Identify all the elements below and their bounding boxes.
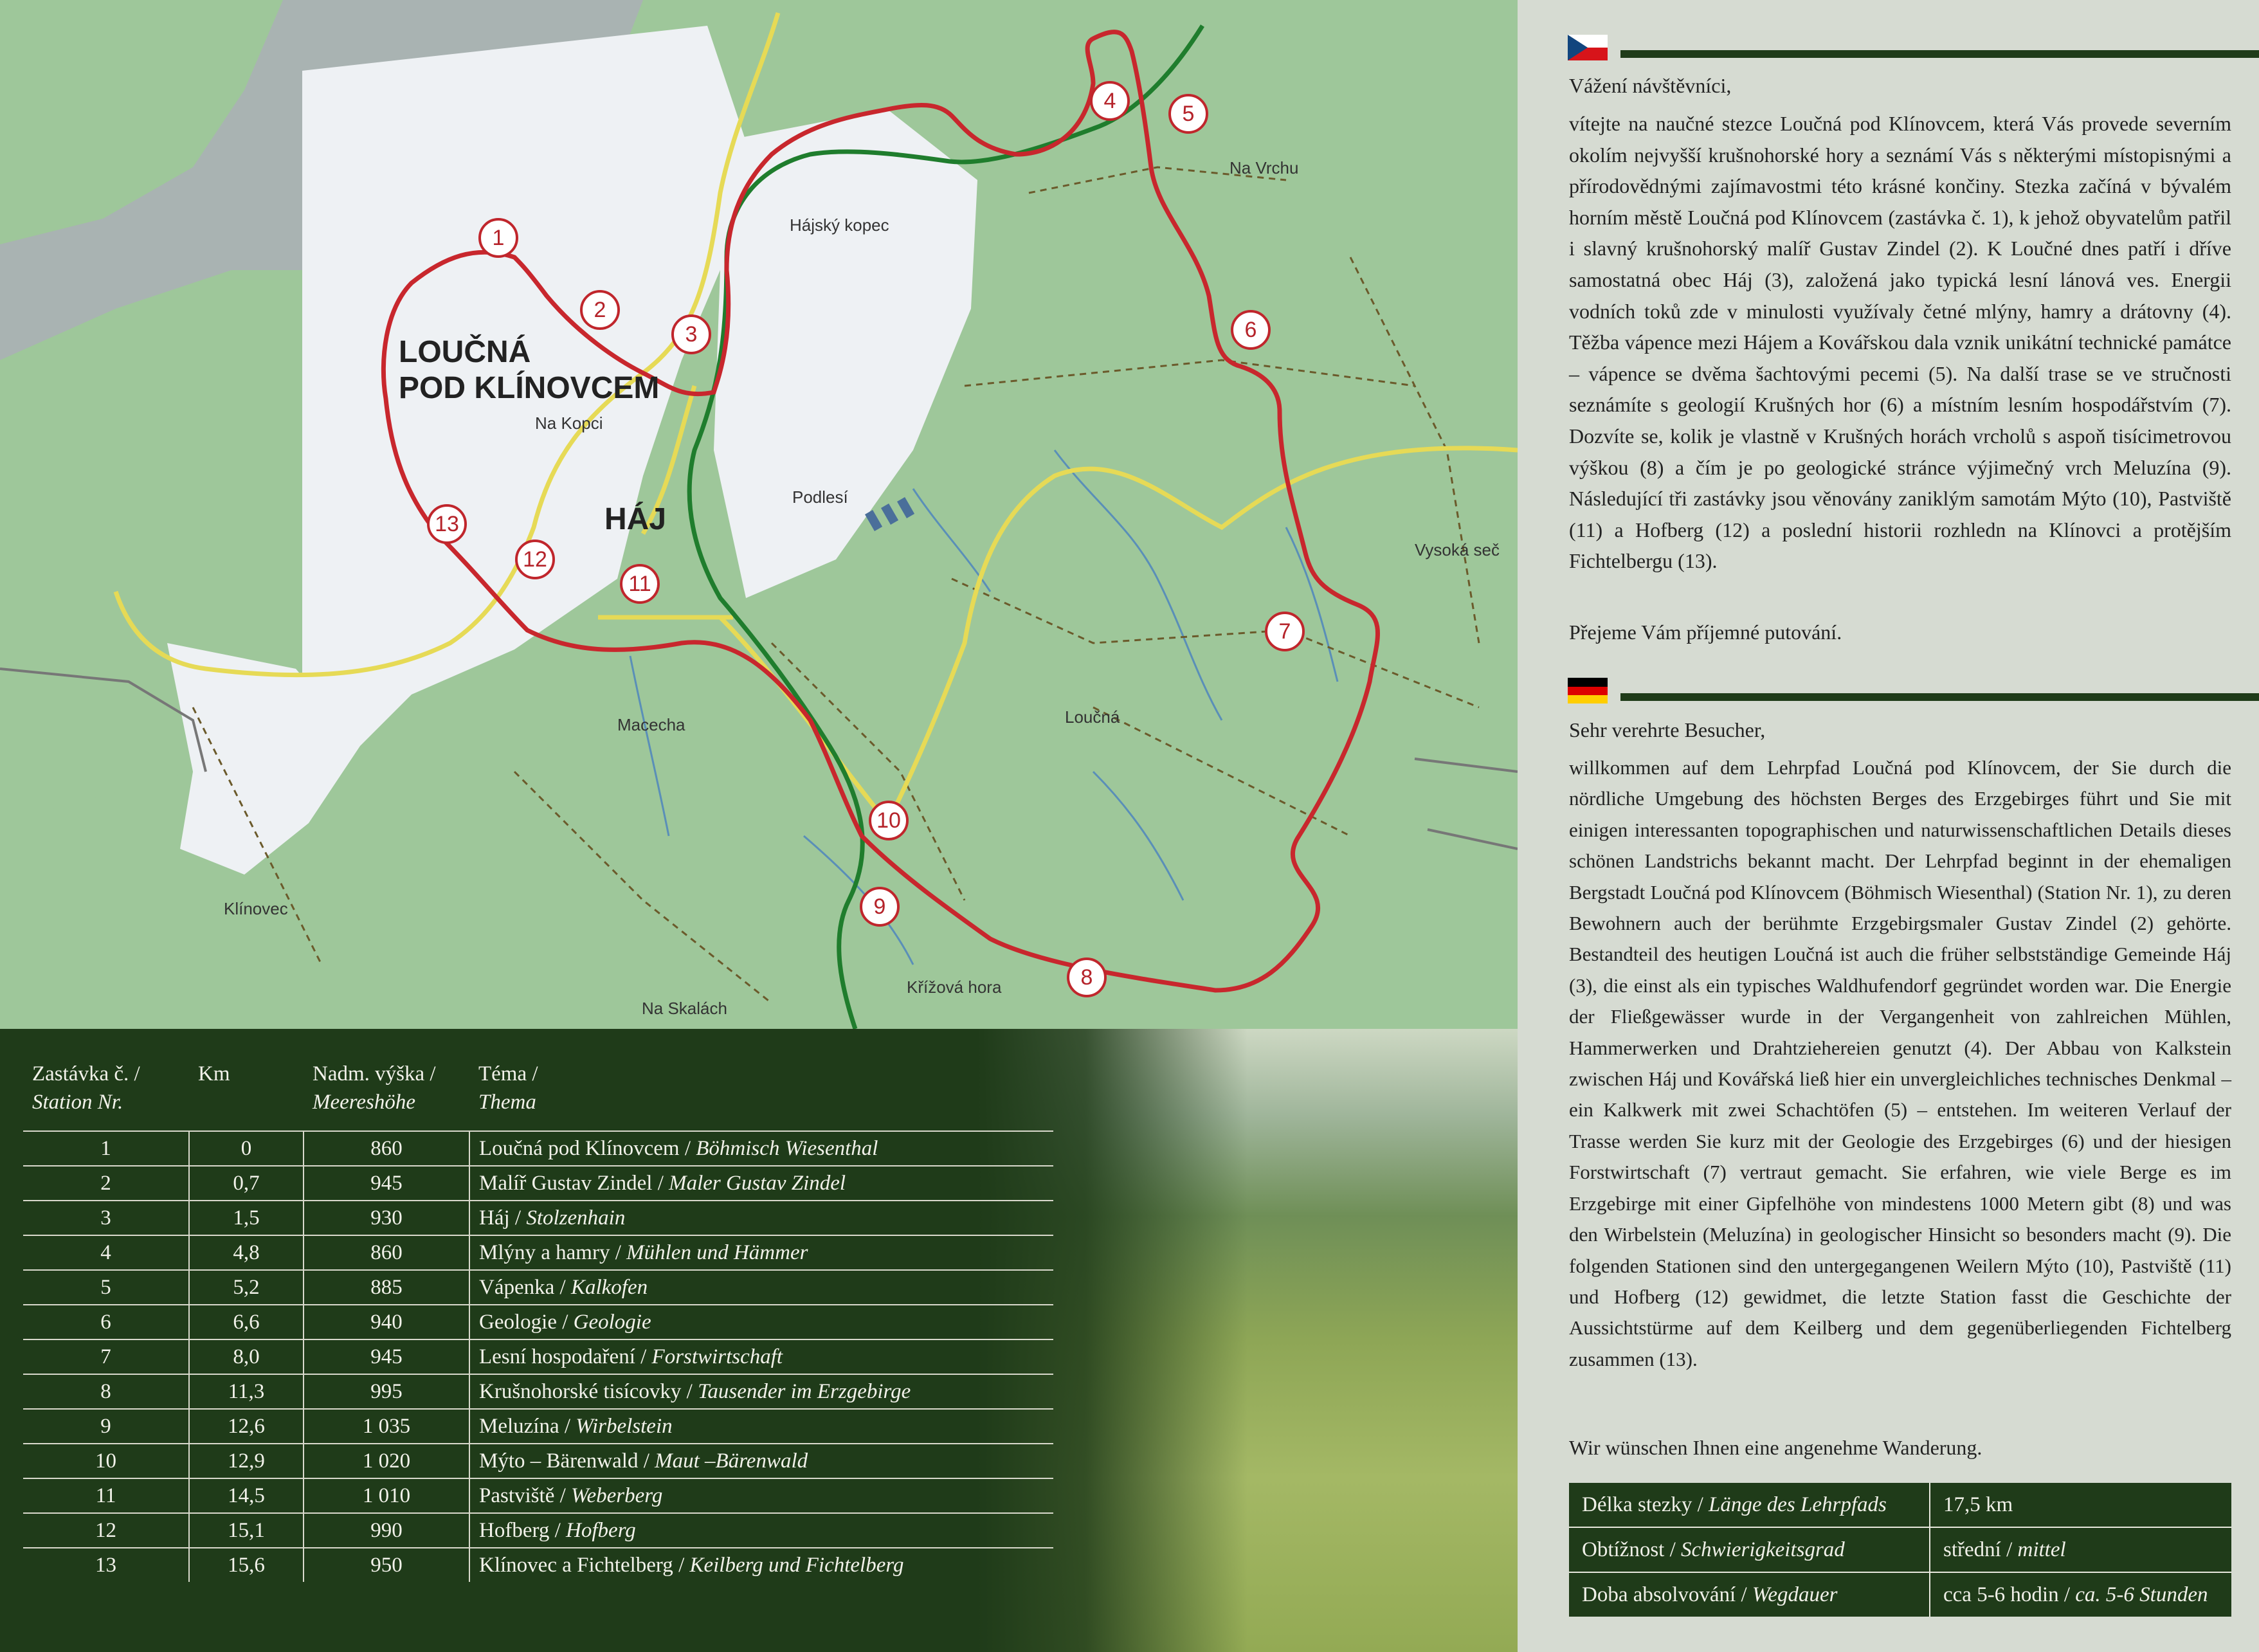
info-length-cz: Délka stezky / bbox=[1582, 1493, 1703, 1516]
cell-stop-number bbox=[23, 1444, 189, 1478]
cell-km bbox=[189, 1478, 304, 1513]
info-duration-value bbox=[1930, 1572, 2231, 1617]
stop-theme-de: Keilberg und Fichtelberg bbox=[689, 1553, 904, 1577]
stop-theme-cz: Hofberg bbox=[479, 1518, 550, 1542]
town-label-loucna-line2: POD KLÍNOVCEM bbox=[399, 371, 660, 405]
stop-theme-cz: Geologie bbox=[479, 1310, 557, 1334]
stop-marker-4[interactable]: 4 bbox=[1090, 81, 1130, 121]
stop-marker-13[interactable]: 13 bbox=[427, 504, 467, 544]
cell-km bbox=[189, 1339, 304, 1374]
table-row bbox=[23, 1270, 1053, 1305]
stop-number: 1 bbox=[100, 1136, 111, 1160]
header-theme bbox=[469, 1055, 1053, 1131]
table-row bbox=[23, 1305, 1053, 1339]
cell-km bbox=[189, 1131, 304, 1166]
info-difficulty-value bbox=[1930, 1527, 2231, 1572]
stop-km: 0 bbox=[240, 1136, 252, 1160]
place-label-vysoka-sec: Vysoká seč bbox=[1415, 540, 1500, 559]
stop-theme-cz: Malíř Gustav Zindel bbox=[479, 1171, 653, 1195]
stop-km: 14,5 bbox=[228, 1484, 265, 1507]
cell-altitude bbox=[304, 1166, 469, 1201]
cell-stop-number bbox=[23, 1374, 189, 1409]
stop-altitude: 945 bbox=[370, 1345, 403, 1368]
stop-theme-cz: Mýto – Bärenwald bbox=[479, 1449, 639, 1473]
stop-theme-de: Tausender im Erzgebirge bbox=[698, 1379, 911, 1403]
header-km bbox=[189, 1055, 304, 1131]
header-stop-cz: Zastávka č. / bbox=[32, 1062, 140, 1085]
cell-altitude bbox=[304, 1513, 469, 1548]
stop-theme-de: Mühlen und Hämmer bbox=[626, 1240, 808, 1264]
stop-altitude: 930 bbox=[370, 1206, 403, 1230]
stop-altitude: 1 020 bbox=[362, 1449, 411, 1473]
header-stop-de: Station Nr. bbox=[32, 1091, 123, 1114]
cell-stop-number bbox=[23, 1131, 189, 1166]
stop-number: 8 bbox=[100, 1379, 111, 1403]
stop-altitude: 1 035 bbox=[362, 1414, 411, 1438]
cell-km bbox=[189, 1548, 304, 1582]
cell-altitude bbox=[304, 1444, 469, 1478]
stop-altitude: 860 bbox=[370, 1240, 403, 1264]
stop-number: 9 bbox=[100, 1414, 111, 1438]
de-closing: Wir wünschen Ihnen eine angenehme Wanderung. bbox=[1569, 1436, 1982, 1459]
cell-stop-number bbox=[23, 1201, 189, 1235]
stop-km: 1,5 bbox=[233, 1206, 260, 1230]
place-label-klinovec: Klínovec bbox=[224, 899, 288, 918]
map-graphics bbox=[0, 0, 1518, 1029]
stop-altitude: 885 bbox=[370, 1275, 403, 1299]
stop-altitude: 940 bbox=[370, 1310, 403, 1334]
info-length-label bbox=[1569, 1483, 1930, 1527]
cell-theme: Loučná pod Klínovcem / Böhmisch Wiesenthal bbox=[469, 1131, 1053, 1166]
stop-km: 8,0 bbox=[233, 1345, 260, 1368]
cell-km bbox=[189, 1305, 304, 1339]
german-flag-icon bbox=[1568, 678, 1608, 703]
stop-theme-de: Geologie bbox=[573, 1310, 651, 1334]
town-label-loucna bbox=[399, 334, 659, 406]
cell-theme: Klínovec a Fichtelberg / Keilberg und Fichtelberg bbox=[469, 1548, 1053, 1582]
table-row bbox=[23, 1339, 1053, 1374]
info-duration-val-cz: cca 5-6 hodin / bbox=[1943, 1583, 2071, 1606]
cell-stop-number bbox=[23, 1270, 189, 1305]
info-difficulty-label bbox=[1569, 1527, 1930, 1572]
stop-number: 12 bbox=[95, 1518, 116, 1542]
cell-theme: Háj / Stolzenhain bbox=[469, 1201, 1053, 1235]
stop-km: 11,3 bbox=[228, 1379, 265, 1403]
table-row bbox=[23, 1374, 1053, 1409]
cell-theme: Pastviště / Weberberg bbox=[469, 1478, 1053, 1513]
info-length-value bbox=[1930, 1483, 2231, 1527]
cell-theme: Geologie / Geologie bbox=[469, 1305, 1053, 1339]
cell-km bbox=[189, 1235, 304, 1270]
stops-table-header bbox=[23, 1055, 1053, 1131]
stop-altitude: 990 bbox=[370, 1518, 403, 1542]
info-duration-de: Wegdauer bbox=[1752, 1583, 1838, 1606]
place-label-hajsky-kopec: Hájský kopec bbox=[790, 215, 889, 235]
cell-altitude bbox=[304, 1270, 469, 1305]
header-altitude bbox=[304, 1055, 469, 1131]
stop-number: 4 bbox=[100, 1240, 111, 1264]
stop-km: 15,6 bbox=[228, 1553, 265, 1577]
stop-marker-7[interactable]: 7 bbox=[1265, 612, 1305, 651]
stop-km: 15,1 bbox=[228, 1518, 265, 1542]
cell-theme: Malíř Gustav Zindel / Maler Gustav Zindel bbox=[469, 1166, 1053, 1201]
info-duration-label bbox=[1569, 1572, 1930, 1617]
table-row bbox=[23, 1444, 1053, 1478]
stops-table-body bbox=[23, 1131, 1053, 1582]
table-row bbox=[23, 1478, 1053, 1513]
info-length-val: 17,5 km bbox=[1943, 1493, 2013, 1516]
trail-map bbox=[0, 0, 1518, 1029]
stop-theme-cz: Klínovec a Fichtelberg bbox=[479, 1553, 673, 1577]
cell-stop-number bbox=[23, 1409, 189, 1444]
stop-number: 2 bbox=[100, 1171, 111, 1195]
stop-marker-3[interactable]: 3 bbox=[671, 314, 711, 354]
cell-stop-number bbox=[23, 1513, 189, 1548]
info-difficulty-cz: Obtížnost / bbox=[1582, 1538, 1676, 1561]
german-section-divider bbox=[1620, 693, 2259, 701]
town-label-haj: HÁJ bbox=[604, 502, 667, 536]
stop-altitude: 950 bbox=[370, 1553, 403, 1577]
stop-theme-de: Hofberg bbox=[566, 1518, 636, 1542]
table-row bbox=[23, 1166, 1053, 1201]
cell-km bbox=[189, 1270, 304, 1305]
cell-stop-number bbox=[23, 1235, 189, 1270]
de-greeting: Sehr verehrte Besucher, bbox=[1569, 718, 1766, 741]
stop-km: 6,6 bbox=[233, 1310, 260, 1334]
cell-theme: Mlýny a hamry / Mühlen und Hämmer bbox=[469, 1235, 1053, 1270]
info-duration-cz: Doba absolvování / bbox=[1582, 1583, 1747, 1606]
table-row bbox=[23, 1513, 1053, 1548]
stop-km: 12,6 bbox=[228, 1414, 265, 1438]
stop-theme-de: Weberberg bbox=[571, 1484, 663, 1507]
place-label-macecha: Macecha bbox=[617, 715, 685, 734]
place-label-loucna: Loučná bbox=[1065, 707, 1120, 727]
stop-theme-de: Stolzenhain bbox=[526, 1206, 626, 1230]
header-theme-cz: Téma / bbox=[478, 1062, 538, 1085]
cell-theme: Lesní hospodaření / Forstwirtschaft bbox=[469, 1339, 1053, 1374]
stop-theme-cz: Meluzína bbox=[479, 1414, 559, 1438]
stop-marker-5[interactable]: 5 bbox=[1168, 94, 1208, 134]
stop-km: 0,7 bbox=[233, 1171, 260, 1195]
info-difficulty-val-de: mittel bbox=[2017, 1538, 2066, 1561]
stop-number: 11 bbox=[95, 1484, 116, 1507]
stop-marker-1[interactable]: 1 bbox=[478, 218, 518, 258]
stops-table bbox=[23, 1055, 1053, 1582]
czech-flag-icon bbox=[1568, 35, 1608, 60]
cz-closing: Přejeme Vám příjemné putování. bbox=[1569, 621, 1842, 644]
cell-altitude bbox=[304, 1409, 469, 1444]
cell-altitude bbox=[304, 1548, 469, 1582]
cell-altitude bbox=[304, 1131, 469, 1166]
trail-info-table bbox=[1569, 1483, 2231, 1617]
cell-km bbox=[189, 1513, 304, 1548]
table-row bbox=[23, 1201, 1053, 1235]
stop-km: 12,9 bbox=[228, 1449, 265, 1473]
stop-theme-de: Wirbelstein bbox=[576, 1414, 673, 1438]
stop-theme-de: Maut –Bärenwald bbox=[655, 1449, 808, 1473]
stop-altitude: 860 bbox=[370, 1136, 403, 1160]
cell-theme: Hofberg / Hofberg bbox=[469, 1513, 1053, 1548]
hajsky-kopec-area bbox=[714, 109, 977, 598]
stop-theme-de: Maler Gustav Zindel bbox=[669, 1171, 846, 1195]
stop-theme-cz: Lesní hospodaření bbox=[479, 1345, 635, 1368]
table-row bbox=[23, 1548, 1053, 1582]
place-label-na-kopci: Na Kopci bbox=[535, 413, 603, 433]
header-km-label: Km bbox=[198, 1062, 230, 1085]
stop-number: 7 bbox=[100, 1345, 111, 1368]
stop-number: 3 bbox=[100, 1206, 111, 1230]
cell-km bbox=[189, 1166, 304, 1201]
cell-km bbox=[189, 1409, 304, 1444]
cz-paragraph: vítejte na naučné stezce Loučná pod Klínovcem, která Vás provede severním okolím nejvyšší krušnohorské hory a seznámí Vás s některými místopisnými a přírodovědnými zajímavostmi této krásné končiny. Stezka začíná v bývalém horním městě Loučná pod Klínovcem (zastávka č. 1), k jehož obyvatelům patřil i slavný krušnohorský malíř Gustav Zindel (2). K Loučné dnes patří i dříve samostatná obec Háj (3), založená jako typická lesní lánová ves. Energii vodních toků zde v minulosti využívaly četné mlýny, hamry a drátovny (4). Těžba vápence mezi Hájem a Kovářskou dala vznik unikátní technické památce – vápence se dvěma šachtovými pecemi (5). Na další trase se ve stručnosti seznámíte s geologií Krušných hor (6) a místním lesním hospodářstvím (7). Dozvíte se, kolik je vlastně v Krušných horách vrcholů s aspoň tisícimetrovou výškou (8) a čím je po geologické stránce výjimečný vrch Meluzína (9). Následující tři zastávky jsou věnovány zaniklým samotám Mýto (10), Pastviště (11) a Hofberg (12) a poslední historii rozhledn na Klínovci a protějším Fichtelbergu (13). bbox=[1569, 112, 2231, 573]
cell-theme: Krušnohorské tisícovky / Tausender im Erzgebirge bbox=[469, 1374, 1053, 1409]
cell-km bbox=[189, 1374, 304, 1409]
stop-theme-de: Forstwirtschaft bbox=[651, 1345, 783, 1368]
place-label-na-vrchu: Na Vrchu bbox=[1229, 158, 1299, 177]
stop-theme-cz: Mlýny a hamry bbox=[479, 1240, 610, 1264]
info-row-duration bbox=[1569, 1572, 2231, 1617]
header-alt-de: Meereshöhe bbox=[313, 1091, 416, 1114]
landscape-photo bbox=[977, 1029, 1518, 1652]
stop-marker-9[interactable]: 9 bbox=[860, 887, 900, 927]
place-label-krizova-hora: Křížová hora bbox=[907, 977, 1002, 997]
stop-km: 5,2 bbox=[233, 1275, 260, 1299]
cell-km bbox=[189, 1444, 304, 1478]
stop-km: 4,8 bbox=[233, 1240, 260, 1264]
cell-altitude bbox=[304, 1478, 469, 1513]
stop-marker-11[interactable]: 11 bbox=[620, 564, 660, 604]
stop-theme-cz: Háj bbox=[479, 1206, 510, 1230]
stop-theme-de: Böhmisch Wiesenthal bbox=[696, 1136, 878, 1160]
stop-altitude: 945 bbox=[370, 1171, 403, 1195]
cell-altitude bbox=[304, 1339, 469, 1374]
stop-theme-cz: Loučná pod Klínovcem bbox=[479, 1136, 680, 1160]
header-stop bbox=[23, 1055, 189, 1131]
cell-km bbox=[189, 1201, 304, 1235]
stop-theme-cz: Krušnohorské tisícovky bbox=[479, 1379, 682, 1403]
table-row bbox=[23, 1235, 1053, 1270]
cell-altitude bbox=[304, 1235, 469, 1270]
header-alt-cz: Nadm. výška / bbox=[313, 1062, 436, 1085]
cell-altitude bbox=[304, 1305, 469, 1339]
cell-stop-number bbox=[23, 1166, 189, 1201]
stop-theme-cz: Vápenka bbox=[479, 1275, 555, 1299]
table-row bbox=[23, 1131, 1053, 1166]
stop-number: 5 bbox=[100, 1275, 111, 1299]
place-label-podlesi: Podlesí bbox=[792, 487, 848, 507]
cell-stop-number bbox=[23, 1548, 189, 1582]
stop-theme-de: Kalkofen bbox=[570, 1275, 648, 1299]
cell-theme: Mýto – Bärenwald / Maut –Bärenwald bbox=[469, 1444, 1053, 1478]
info-length-de: Länge des Lehrpfads bbox=[1709, 1493, 1887, 1516]
cell-theme: Meluzína / Wirbelstein bbox=[469, 1409, 1053, 1444]
cell-theme: Vápenka / Kalkofen bbox=[469, 1270, 1053, 1305]
cell-stop-number bbox=[23, 1339, 189, 1374]
stop-marker-8[interactable]: 8 bbox=[1067, 958, 1107, 997]
stop-marker-6[interactable]: 6 bbox=[1231, 310, 1271, 350]
cell-stop-number bbox=[23, 1478, 189, 1513]
table-row bbox=[23, 1409, 1053, 1444]
stop-number: 6 bbox=[100, 1310, 111, 1334]
stop-altitude: 995 bbox=[370, 1379, 403, 1403]
stop-number: 13 bbox=[95, 1553, 116, 1577]
stop-marker-12[interactable]: 12 bbox=[515, 540, 555, 579]
de-paragraph: willkommen auf dem Lehrpfad Loučná pod Klínovcem, der Sie durch die nördliche Umgebung des höchsten Berges des Erzgebirges führt und Sie mit einigen interessanten topographischen und naturwissenschaftlichen Details dieses schönen Landstrichs bekannt macht. Der Lehrpfad beginnt in der ehemaligen Bergstadt Loučná pod Klínovcem (Böhmisch Wiesenthal) (Station Nr. 1), zu deren Bewohnern auch der berühmte Erzgebirgsmaler Gustav Zindel (2) gehörte. Bestandteil des heutigen Loučná ist auch die früher selbstständige Gemeinde Háj (3), die einst als ein typisches Waldhufendorf gegründet worden war. Die Energie der Fließgewässer wurde in der Vergangenheit von zahlreichen Mühlen, Hammerwerken und Drahtziehereien genutzt (4). Der Abbau von Kalkstein zwischen Háj und Kovářská ließ hier ein unvergleichliches technisches Denkmal – ein Kalkwerk mit zwei Schachtöfen (5) – entstehen. Im weiteren Verlauf der Trasse werden Sie kurz mit der Geologie des Erzgebirges (6) und der hiesigen Forstwirtschaft (7) vertraut gemacht. Sie erfahren, wie viele Berge es im Erzgebirge mit einer Gipfelhöhe von mindestens 1000 Metern gibt (8) und was den Wirbelstein (Meluzína) in geologischer Hinsicht so besonders macht (9). Die folgenden Stationen sind den untergegangenen Weilern Mýto (10), Pastviště (11) und Hofberg (12) gewidmet, die letzte Station fasst die Geschichte der Aussichtstürme auf dem Keilberg und dem gegenüberliegenden Fichtelberg zusammen (13). bbox=[1569, 756, 2231, 1370]
cz-greeting: Vážení návštěvníci, bbox=[1569, 74, 1732, 97]
stop-marker-2[interactable]: 2 bbox=[580, 290, 620, 330]
stop-number: 10 bbox=[95, 1449, 116, 1473]
town-label-loucna-line1: LOUČNÁ bbox=[399, 335, 531, 369]
stop-altitude: 1 010 bbox=[362, 1484, 411, 1507]
header-theme-de: Thema bbox=[478, 1091, 536, 1114]
stop-marker-10[interactable]: 10 bbox=[869, 801, 909, 840]
info-duration-val-de: ca. 5-6 Stunden bbox=[2075, 1583, 2208, 1606]
czech-section-divider bbox=[1620, 50, 2259, 58]
cell-altitude bbox=[304, 1201, 469, 1235]
place-label-na-skalach: Na Skalách bbox=[642, 999, 727, 1018]
stop-theme-cz: Pastviště bbox=[479, 1484, 555, 1507]
info-difficulty-de: Schwierigkeitsgrad bbox=[1681, 1538, 1845, 1561]
text-panel bbox=[1518, 0, 2259, 1652]
info-row-length bbox=[1569, 1483, 2231, 1527]
info-row-difficulty bbox=[1569, 1527, 2231, 1572]
cell-stop-number bbox=[23, 1305, 189, 1339]
stops-table-panel bbox=[0, 1029, 1518, 1652]
cell-altitude bbox=[304, 1374, 469, 1409]
info-difficulty-val-cz: střední / bbox=[1943, 1538, 2013, 1561]
